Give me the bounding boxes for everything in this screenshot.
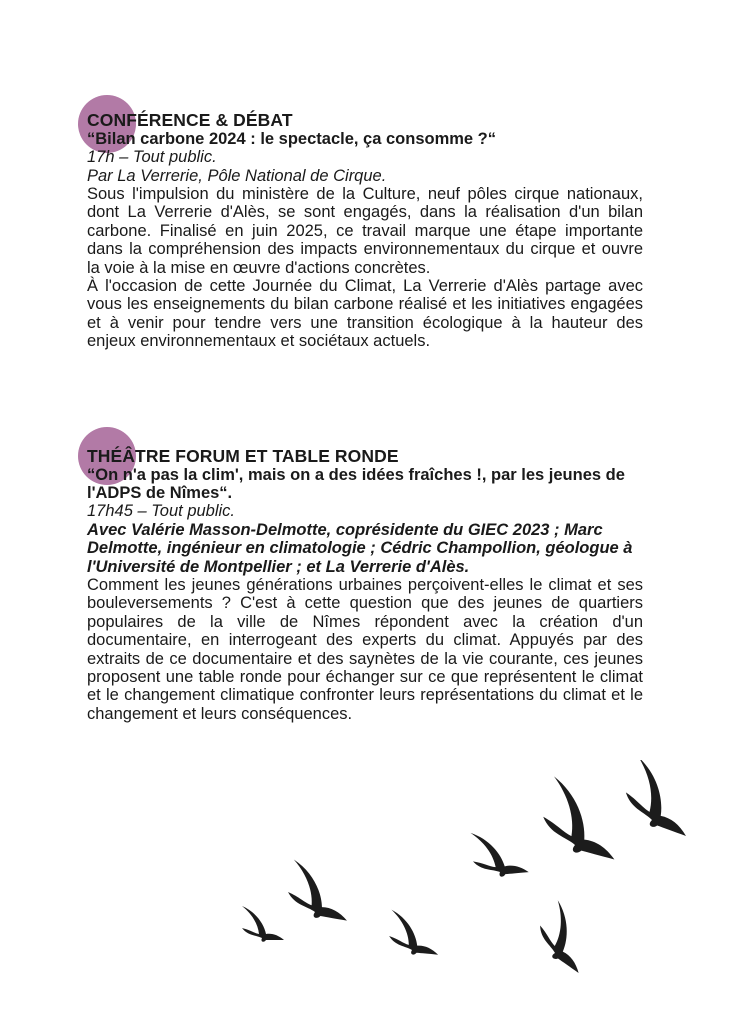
bird-icon xyxy=(284,860,355,924)
conference-heading: CONFÉRENCE & DÉBAT xyxy=(87,110,293,130)
theatre-section xyxy=(87,447,643,723)
bird-icon xyxy=(470,828,528,879)
conference-paragraph: À l'occasion de cette Journée du Climat, La Verrerie d'Alès partage avec vous les enseignements du bilan carbone réalisé et les initiatives engagées et à venir pour tendre vers une transition écologique à la hauteur des enjeux environnementaux et sociétaux actuels. xyxy=(87,277,643,351)
conference-time: 17h – Tout public. xyxy=(87,148,217,166)
theatre-title: “On n'a pas la clim', mais on a des idées fraîches !, par les jeunes de l'ADPS de Nîmes“. xyxy=(87,466,625,502)
bird-icon xyxy=(242,906,284,942)
conference-section xyxy=(87,111,643,351)
theatre-paragraph: Comment les jeunes générations urbaines perçoivent-elles le climat et ses bouleversements ? C'est à cette question que des jeunes de quartiers populaires de la ville de Nîmes répondent avec la création d'un documentaire, en interrogeant des experts du climat. Appuyés par des extraits de ce documentaire et des saynètes de la vie courante, ces jeunes proposent une table ronde pour échanger sur ce que représentent le climat et le changement climatique confronter leurs représentations du climat et le changement et leurs conséquences. xyxy=(87,576,643,723)
conference-organizer: Par La Verrerie, Pôle National de Cirque. xyxy=(87,166,387,185)
theatre-speakers: Avec Valérie Masson-Delmotte, coprésidente du GIEC 2023 ; Marc Delmotte, ingénieur en climatologie ; Cédric Champollion, géologue à l'Université de Montpellier ; et La Verrerie d'Alès. xyxy=(87,520,633,576)
theatre-heading: THÉÂTRE FORUM ET TABLE RONDE xyxy=(87,446,399,466)
bird-icon xyxy=(536,776,631,862)
flying-birds-icon xyxy=(0,760,731,1024)
bird-icon xyxy=(618,760,706,839)
conference-paragraph: Sous l'impulsion du ministère de la Culture, neuf pôles cirque nationaux, dont La Verrerie d'Alès, se sont engagés, dans la réalisation d'un bilan carbone. Finalisé en juin 2025, ce travail marque une étape importante dans la compréhension des impacts environnementaux du cirque et ouvre la voie à la mise en œuvre d'actions concrètes. xyxy=(87,185,643,277)
theatre-time: 17h45 – Tout public. xyxy=(87,502,236,520)
conference-title: “Bilan carbone 2024 : le spectacle, ça consomme ?“ xyxy=(87,130,497,148)
bird-icon xyxy=(388,910,442,957)
bird-icon xyxy=(529,900,606,975)
